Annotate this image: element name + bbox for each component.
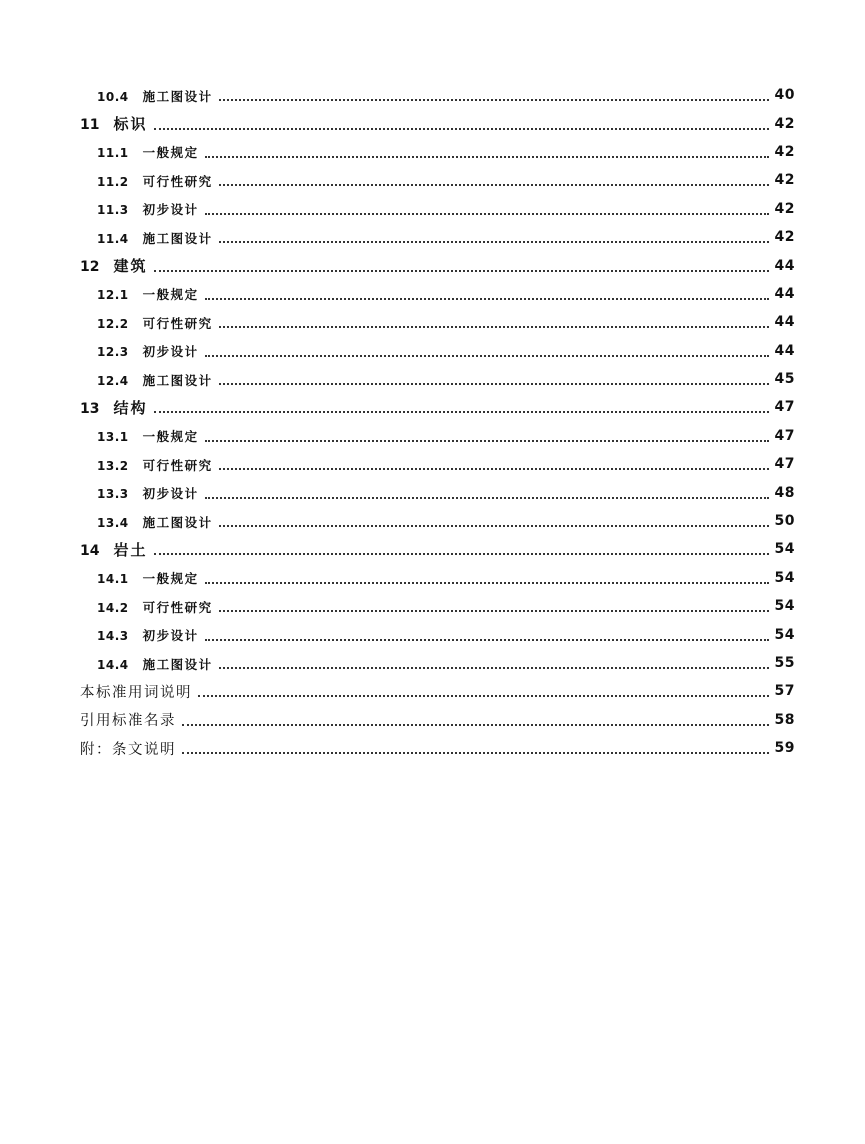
toc-entry-label bbox=[97, 426, 199, 445]
toc-entry[interactable] bbox=[0, 507, 865, 535]
toc-entry-label bbox=[97, 625, 199, 644]
dot-leader bbox=[219, 667, 769, 669]
dot-leader bbox=[205, 213, 769, 215]
dot-leader bbox=[154, 411, 769, 413]
toc-entry-title: 一般规定 bbox=[142, 287, 199, 303]
toc-entry-label bbox=[97, 483, 199, 502]
toc-entry-number: 13.1 bbox=[97, 430, 129, 445]
toc-entry-number: 13.4 bbox=[97, 515, 129, 530]
toc-entry-page-number: 44 bbox=[774, 342, 795, 359]
toc-entry-label bbox=[97, 597, 213, 616]
dot-leader bbox=[205, 355, 769, 357]
toc-entry-label bbox=[97, 228, 213, 247]
toc-entry-page-number: 47 bbox=[774, 399, 795, 416]
toc-entry-number: 11.1 bbox=[97, 146, 129, 161]
toc-entry-label bbox=[97, 341, 199, 360]
toc-entry[interactable] bbox=[0, 138, 865, 166]
toc-entry[interactable] bbox=[0, 280, 865, 308]
dot-leader bbox=[205, 440, 769, 442]
toc-entry-page-number: 47 bbox=[774, 427, 795, 444]
toc-entry-title: 岩土 bbox=[113, 540, 148, 559]
toc-entry[interactable] bbox=[0, 422, 865, 450]
toc-entry-title: 施工图设计 bbox=[142, 230, 213, 246]
toc-entry-page-number: 44 bbox=[774, 285, 795, 302]
toc-entry-title: 可行性研究 bbox=[142, 599, 213, 615]
toc-entry-label bbox=[80, 113, 148, 134]
toc-entry-page-number: 42 bbox=[774, 115, 795, 132]
toc-entry-title: 施工图设计 bbox=[142, 372, 213, 388]
toc-entry-number: 13.2 bbox=[97, 458, 129, 473]
toc-entry-number: 12.3 bbox=[97, 345, 129, 360]
toc-entry[interactable] bbox=[0, 734, 865, 762]
dot-leader bbox=[205, 639, 769, 641]
dot-leader bbox=[205, 497, 769, 499]
dot-leader bbox=[205, 298, 769, 300]
toc-entry-page-number: 42 bbox=[774, 200, 795, 217]
toc-entry-label bbox=[80, 539, 148, 560]
toc-entry-page-number: 54 bbox=[774, 626, 795, 643]
toc-entry[interactable] bbox=[0, 450, 865, 478]
toc-entry-label bbox=[97, 142, 199, 161]
toc-entry-label bbox=[97, 568, 199, 587]
toc-entry[interactable] bbox=[0, 620, 865, 648]
toc-entry-label bbox=[97, 86, 213, 105]
toc-entry[interactable] bbox=[0, 223, 865, 251]
toc-entry-number: 12.2 bbox=[97, 316, 129, 331]
table-of-contents bbox=[0, 81, 865, 762]
dot-leader bbox=[219, 99, 769, 101]
dot-leader bbox=[182, 752, 769, 754]
dot-leader bbox=[219, 468, 769, 470]
toc-entry[interactable] bbox=[0, 337, 865, 365]
toc-entry[interactable] bbox=[0, 478, 865, 506]
toc-entry-number: 13 bbox=[80, 400, 100, 417]
toc-entry-number: 12.4 bbox=[97, 373, 129, 388]
toc-entry[interactable] bbox=[0, 649, 865, 677]
toc-entry-label bbox=[80, 709, 176, 730]
dot-leader bbox=[205, 156, 769, 158]
toc-entry-number: 12.1 bbox=[97, 288, 129, 303]
toc-entry[interactable] bbox=[0, 706, 865, 734]
toc-entry[interactable] bbox=[0, 308, 865, 336]
toc-entry-title: 标识 bbox=[113, 115, 148, 134]
toc-entry-page-number: 55 bbox=[774, 655, 795, 671]
toc-entry-number: 11 bbox=[80, 117, 100, 134]
toc-entry-page-number: 45 bbox=[774, 371, 795, 388]
toc-entry-page-number: 42 bbox=[774, 143, 795, 160]
toc-entry-label bbox=[80, 738, 176, 759]
toc-entry-page-number: 54 bbox=[774, 569, 795, 586]
toc-entry-title: 施工图设计 bbox=[142, 514, 213, 530]
toc-entry-title: 初步设计 bbox=[142, 628, 199, 644]
toc-entry-title: 初步设计 bbox=[142, 202, 199, 218]
toc-entry-label bbox=[97, 512, 213, 531]
toc-entry[interactable] bbox=[0, 365, 865, 393]
toc-entry-title: 初步设计 bbox=[142, 344, 199, 360]
toc-entry-title: 一般规定 bbox=[142, 429, 199, 445]
toc-entry-title: 附：条文说明 bbox=[80, 741, 176, 758]
toc-entry-title: 可行性研究 bbox=[142, 315, 213, 331]
toc-entry-label bbox=[97, 455, 213, 474]
dot-leader bbox=[205, 582, 769, 584]
toc-entry-label bbox=[97, 313, 213, 332]
toc-entry-number: 10.4 bbox=[97, 89, 129, 104]
dot-leader bbox=[154, 128, 769, 130]
toc-entry-title: 引用标准名录 bbox=[80, 713, 176, 730]
toc-entry[interactable] bbox=[0, 393, 865, 421]
toc-entry-label bbox=[80, 255, 148, 276]
toc-entry-page-number: 48 bbox=[774, 484, 795, 501]
toc-entry[interactable] bbox=[0, 81, 865, 109]
toc-entry[interactable] bbox=[0, 564, 865, 592]
dot-leader bbox=[182, 724, 769, 726]
toc-entry-page-number: 59 bbox=[774, 740, 795, 757]
toc-entry-label bbox=[80, 397, 148, 418]
dot-leader bbox=[154, 270, 769, 272]
toc-entry-page-number: 50 bbox=[774, 513, 795, 530]
toc-entry-title: 初步设计 bbox=[142, 486, 199, 502]
toc-entry-label bbox=[80, 681, 192, 702]
toc-entry-number: 12 bbox=[80, 259, 100, 276]
toc-entry-title: 一般规定 bbox=[142, 571, 199, 587]
toc-entry-page-number: 57 bbox=[774, 683, 795, 700]
toc-entry[interactable] bbox=[0, 535, 865, 563]
dot-leader bbox=[198, 695, 769, 697]
toc-entry[interactable] bbox=[0, 251, 865, 279]
toc-entry-number: 11.3 bbox=[97, 203, 129, 218]
toc-entry-label bbox=[97, 199, 199, 218]
toc-entry-label bbox=[97, 284, 199, 303]
toc-entry-page-number: 44 bbox=[774, 314, 795, 331]
dot-leader bbox=[219, 383, 769, 385]
toc-entry[interactable] bbox=[0, 677, 865, 705]
toc-entry-title: 施工图设计 bbox=[142, 88, 213, 104]
toc-entry-number: 11.2 bbox=[97, 174, 129, 189]
toc-entry-number: 14.1 bbox=[97, 572, 129, 587]
toc-entry-number: 14 bbox=[80, 542, 100, 559]
dot-leader bbox=[219, 184, 769, 186]
dot-leader bbox=[219, 610, 769, 612]
toc-entry-page-number: 58 bbox=[774, 711, 795, 728]
toc-entry-title: 一般规定 bbox=[142, 145, 199, 161]
dot-leader bbox=[154, 553, 769, 555]
toc-entry-title: 施工图设计 bbox=[142, 656, 213, 672]
toc-entry-title: 可行性研究 bbox=[142, 173, 213, 189]
toc-entry-title: 结构 bbox=[113, 398, 148, 417]
toc-entry-number: 14.3 bbox=[97, 629, 129, 644]
toc-entry-page-number: 47 bbox=[774, 456, 795, 473]
toc-entry-label bbox=[97, 370, 213, 389]
toc-entry-title: 可行性研究 bbox=[142, 457, 213, 473]
dot-leader bbox=[219, 326, 769, 328]
toc-entry-number: 14.4 bbox=[97, 657, 129, 672]
toc-entry-page-number: 54 bbox=[774, 598, 795, 615]
toc-entry-number: 13.3 bbox=[97, 487, 129, 502]
dot-leader bbox=[219, 241, 769, 243]
toc-entry[interactable] bbox=[0, 592, 865, 620]
toc-entry[interactable] bbox=[0, 109, 865, 137]
toc-entry-page-number: 42 bbox=[774, 229, 795, 246]
toc-entry-number: 11.4 bbox=[97, 231, 129, 246]
toc-entry-page-number: 42 bbox=[774, 172, 795, 189]
toc-entry-title: 本标准用词说明 bbox=[80, 684, 192, 701]
toc-entry-page-number: 54 bbox=[774, 541, 795, 558]
toc-entry[interactable] bbox=[0, 166, 865, 194]
dot-leader bbox=[219, 525, 769, 527]
toc-entry[interactable] bbox=[0, 195, 865, 223]
toc-entry-title: 建筑 bbox=[113, 257, 148, 276]
toc-entry-page-number: 40 bbox=[774, 87, 795, 104]
toc-entry-label bbox=[97, 171, 213, 190]
toc-entry-number: 14.2 bbox=[97, 600, 129, 615]
toc-entry-label bbox=[97, 654, 213, 673]
toc-entry-page-number: 44 bbox=[774, 257, 795, 274]
